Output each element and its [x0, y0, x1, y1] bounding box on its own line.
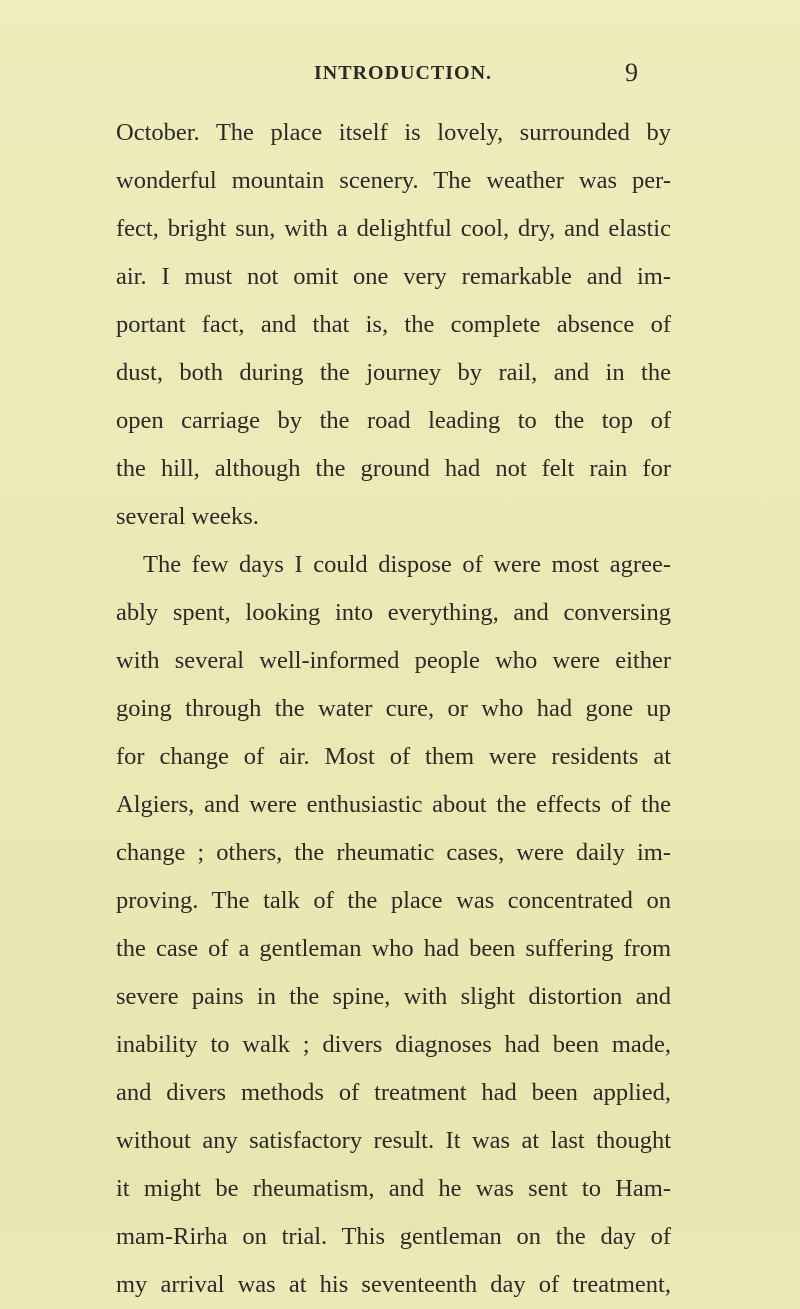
text-line: mam-Rirha on trial. This gentleman on the day of [116, 1223, 671, 1250]
text-line: severe pains in the spine, with slight distortion and [116, 983, 671, 1010]
text-line: ably spent, looking into everything, and conversing [116, 599, 671, 626]
text-line: it might be rheumatism, and he was sent to Ham- [116, 1175, 671, 1202]
text-line: wonderful mountain scenery. The weather was per- [116, 167, 671, 194]
text-line: change ; others, the rheumatic cases, were daily im- [116, 839, 671, 866]
text-line: for change of air. Most of them were residents at [116, 743, 671, 770]
text-line: proving. The talk of the place was concentrated on [116, 887, 671, 914]
text-line: without any satisfactory result. It was at last thought [116, 1127, 671, 1154]
text-line: portant fact, and that is, the complete absence of [116, 311, 671, 338]
text-line: fect, bright sun, with a delightful cool, dry, and elastic [116, 215, 671, 242]
text-line: going through the water cure, or who had gone up [116, 695, 671, 722]
text-line: inability to walk ; divers diagnoses had been made, [116, 1031, 671, 1058]
text-line: October. The place itself is lovely, surrounded by [116, 119, 671, 146]
text-line: dust, both during the journey by rail, and in the [116, 359, 671, 386]
text-line: my arrival was at his seventeenth day of treatment, [116, 1271, 671, 1298]
text-line: several weeks. [116, 503, 259, 530]
text-line: with several well-informed people who were either [116, 647, 671, 674]
body-text [116, 109, 671, 1309]
text-line: the hill, although the ground had not felt rain for [116, 455, 671, 482]
page-number: 9 [625, 58, 638, 87]
text-line: open carriage by the road leading to the top of [116, 407, 671, 434]
running-head [0, 58, 800, 92]
running-title: INTRODUCTION. [314, 62, 493, 84]
text-line: the case of a gentleman who had been suffering from [116, 935, 671, 962]
text-line: Algiers, and were enthusiastic about the effects of the [116, 791, 671, 818]
text-line: air. I must not omit one very remarkable and im- [116, 263, 671, 290]
text-line: The few days I could dispose of were most agree- [143, 551, 671, 578]
text-line: and divers methods of treatment had been applied, [116, 1079, 671, 1106]
